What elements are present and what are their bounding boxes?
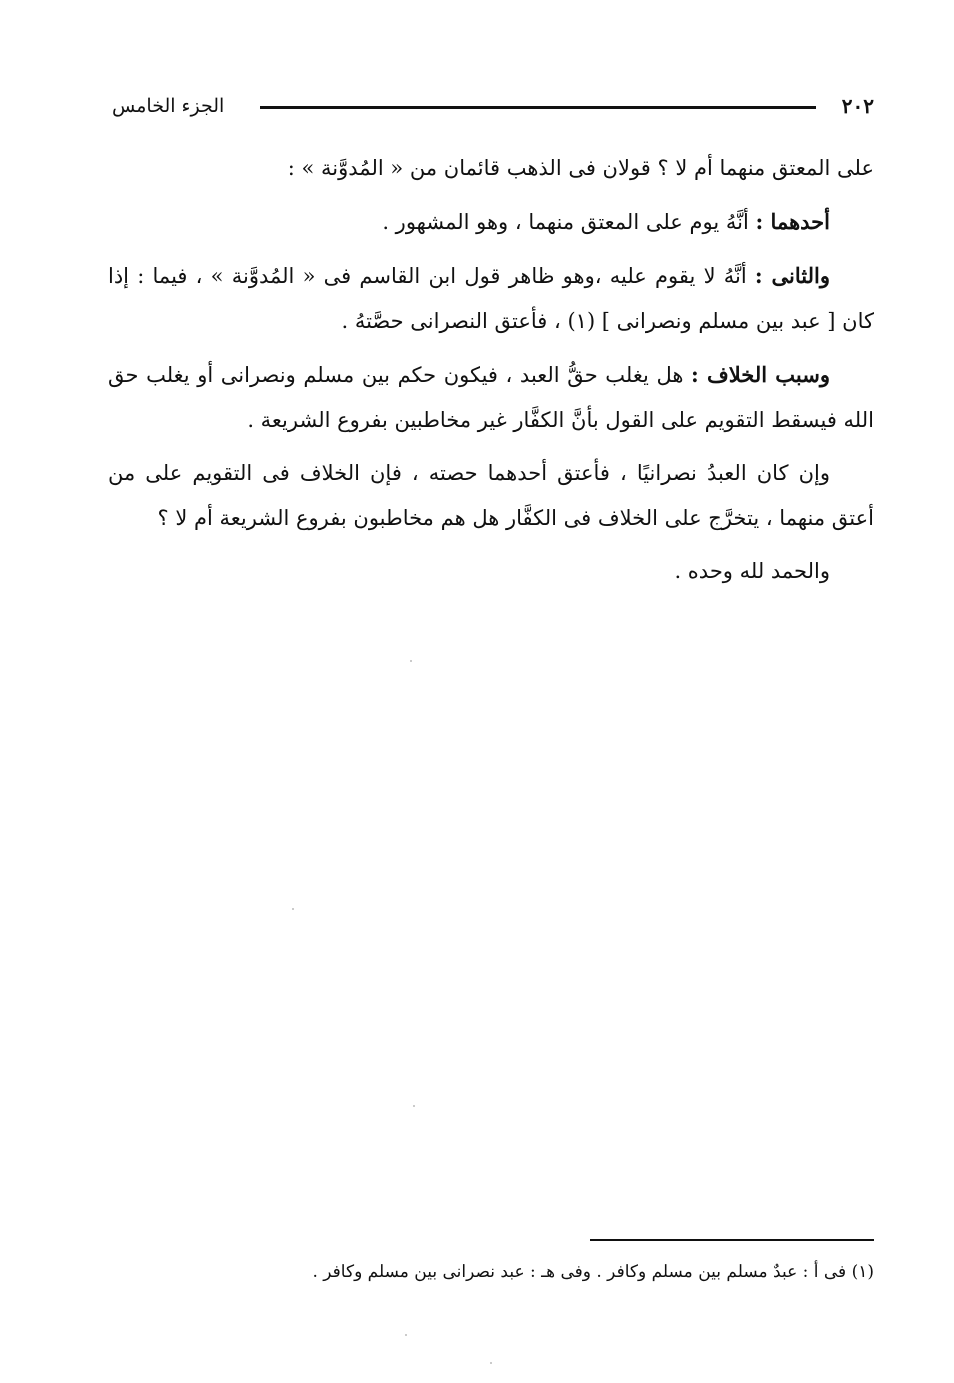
scan-speck [292, 908, 294, 910]
book-part-title: الجزء الخامس [112, 95, 225, 117]
paragraph-text: هل يغلب حقُّ العبد ، فيكون حكم بين مسلم ونصرانى أو يغلب حق الله فيسقط التقويم على القول بأنَّ الكفَّار غير مخاطبين بفروع الشريعة . [108, 363, 874, 432]
paragraph-lead: والثانى : [754, 263, 830, 288]
paragraph-text: على المعتق منهما أم لا ؟ قولان فى الذهب قائمان من « المُدوَّنة » : [287, 156, 874, 180]
paragraph-text: وإن كان العبدُ نصرانيًا ، فأعتق أحدهما حصته ، فإن الخلاف فى التقويم على من أعتق منهما ، يتخرَّج على الخلاف فى الكفَّار هل هم مخاطبون بفروع الشريعة أم لا ؟ [108, 461, 874, 530]
paragraph [108, 146, 874, 191]
paragraph-lead: وسبب الخلاف : [691, 362, 830, 387]
paragraph [108, 253, 874, 344]
running-header [112, 92, 874, 122]
footnote-rule [590, 1239, 874, 1241]
scan-speck [410, 660, 412, 662]
paragraph [108, 451, 874, 541]
header-rule [260, 106, 816, 109]
main-text [108, 146, 874, 602]
footnote [160, 1258, 874, 1286]
paragraph-text: أنَّهُ لا يقوم عليه ،وهو ظاهر قول ابن القاسم فى « المُدوَّنة » ، فيما : إذا كان [ عبد بين مسلم ونصرانى ] (١) ، فأعتق النصرانى حصَّتهُ . [108, 264, 874, 333]
paragraph-text: أنَّهُ يوم على المعتق منهما ، وهو المشهور . [382, 210, 756, 234]
paragraph [108, 199, 874, 245]
paragraph [108, 549, 874, 594]
page-number: ٢٠٢ [841, 94, 874, 118]
paragraph-lead: أحدهما : [755, 209, 830, 234]
paragraph [108, 352, 874, 443]
scan-speck [405, 1334, 407, 1336]
footnote-text: (١) فى أ : عبدٌ مسلم بين مسلم وكافر . وفى هـ : عبد نصرانى بين مسلم وكافر . [312, 1262, 874, 1282]
paragraph-text: والحمد لله وحده . [674, 559, 830, 583]
scan-speck [413, 1105, 415, 1107]
scan-speck [490, 1362, 492, 1364]
